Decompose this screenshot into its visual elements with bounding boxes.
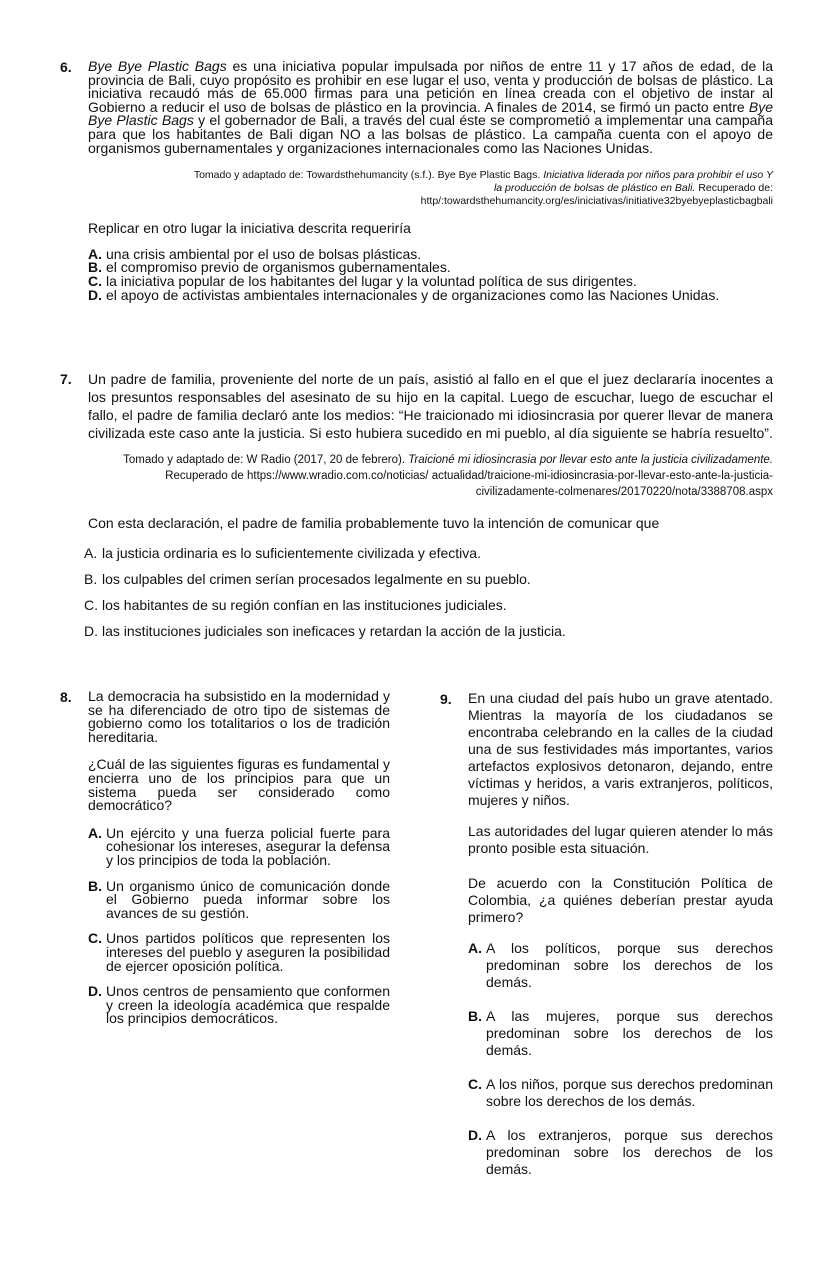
option-letter: C. <box>468 1076 482 1092</box>
option-a[interactable] <box>468 940 773 991</box>
option-text: A los extranjeros, porque sus derechos predominan sobre los derechos de los demás. <box>486 1127 773 1177</box>
question-prompt: Con esta declaración, el padre de familia probablemente tuvo la intención de comunicar que <box>88 515 660 531</box>
question-stem: La democracia ha subsistido en la modernidad y se ha diferenciado de otro tipo de sistemas de gobierno como los totalitarios o los de tradición hereditaria. <box>88 688 390 745</box>
option-letter: D. <box>468 1127 482 1143</box>
option-letter: C. <box>88 930 102 947</box>
question-number: 9. <box>440 691 452 707</box>
option-d[interactable] <box>468 1127 773 1178</box>
option-b[interactable] <box>84 570 773 588</box>
italic-title: Bye Bye Plastic Bags <box>88 98 773 129</box>
citation-title: Iniciativa liderada por niños para prohibir el uso Y la producción de bolsas de plástico en Bali. <box>493 169 773 195</box>
question-6 <box>60 60 773 302</box>
option-text: los culpables del crimen serían procesados legalmente en su pueblo. <box>102 571 531 587</box>
question-7 <box>60 370 773 648</box>
option-letter: C. <box>88 272 102 289</box>
option-c[interactable] <box>84 596 773 614</box>
option-text: Unos centros de pensamiento que conformen y creen la ideología académica que respalde los principios democráticos. <box>106 983 390 1027</box>
question-number: 7. <box>60 371 72 387</box>
stem-text: y el gobernador de Bali, a través del cual éste se comprometió a implementar una campaña para que los habitantes de Bali digan NO a las bolsas de plástico. La campaña cuenta con el apoyo de organismos gubernamentales y organizaciones internacionales como las Naciones Unidas. <box>88 112 773 156</box>
option-text: Unos partidos políticos que representen los intereses del pueblo y aseguren la posibilidad de ejercer oposición política. <box>106 930 390 974</box>
option-c[interactable] <box>88 932 390 973</box>
question-number: 8. <box>60 689 72 705</box>
stem-text: es una iniciativa popular impulsada por niños de entre 11 y 17 años de edad, de la provincia de Bali, cuyo propósito es prohibir en ese lugar el uso, venta y producción de bolsas de plástico. La iniciativa recaudó más de 65.000 firmas para una petición en línea creada con el objetivo de instar al Gobierno a reducir el uso de bolsas de plástico en la provincia. A finales de 2014, se firmó un pacto entre <box>88 58 774 115</box>
option-letter: A. <box>84 545 98 561</box>
option-letter: D. <box>88 286 102 303</box>
question-number: 6. <box>60 59 72 75</box>
options-list <box>468 940 773 1178</box>
question-9 <box>440 690 773 1190</box>
question-stem <box>60 60 773 155</box>
option-c[interactable] <box>468 1076 773 1110</box>
citation-text: Tomado y adaptado de: Towardsthehumancity (s.f.). Bye Bye Plastic Bags. <box>193 169 544 182</box>
option-letter: A. <box>88 824 102 841</box>
citation-text: Tomado y adaptado de: W Radio (2017, 20 de febrero). <box>123 454 409 466</box>
question-prompt: ¿Cuál de las siguientes figuras es fundamental y encierra uno de los principios para que un sistema pueda ser considerado como democrático? <box>88 756 390 814</box>
option-d[interactable] <box>84 622 773 640</box>
option-letter: B. <box>88 877 102 894</box>
citation <box>100 452 773 500</box>
options-list <box>88 824 390 1027</box>
option-text: Un ejército y una fuerza policial fuerte para cohesionar los intereses, asegurar la defensa y los principios de toda la población. <box>106 824 390 868</box>
option-letter: A. <box>468 940 482 956</box>
question-stem: Un padre de familia, proveniente del norte de un país, asistió al fallo en el que el juez declararía inocentes a los presuntos responsables del asesinato de su hijo en la capital. Luego de escuchar, luego de escuchar el fallo, el padre de familia declaró ante los medios: “He traicionado mi idiosincrasia por querer llevar de manera civilizada este caso ante la justicia. Si esto hubiera sucedido en mi pueblo, al día siguiente se habría resuelto”. <box>88 371 773 441</box>
citation-url: Recuperado de https://www.wradio.com.co/noticias/ actualidad/traicione-mi-idiosincrasia-por-llevar-esto-ante-la-justicia-civilizadamente-colmenares/20170220/nota/3388708.aspx <box>165 470 773 498</box>
option-text: una crisis ambiental por el uso de bolsas plásticas. <box>106 245 422 262</box>
option-letter: D. <box>84 623 98 639</box>
option-letter: D. <box>88 983 102 1000</box>
option-letter: C. <box>84 597 98 613</box>
option-letter: B. <box>84 571 98 587</box>
question-prompt: Replicar en otro lugar la iniciativa descrita requeriría <box>88 220 411 237</box>
option-letter: B. <box>88 259 102 276</box>
question-stem: En una ciudad del país hubo un grave atentado. Mientras la mayoría de los ciudadanos se encontraba celebrando en la calles de la ciudad una de sus festividades más importantes, varios artefactos explosivos detonaron, dejando, entre víctimas y heridos, a varis extranjeros, políticos, mujeres y niños. <box>468 690 773 808</box>
option-a[interactable] <box>84 544 773 562</box>
option-text: A las mujeres, porque sus derechos predominan sobre los derechos de los demás. <box>486 1008 773 1058</box>
option-text: el apoyo de activistas ambientales internacionales y de organizaciones como las Naciones Unidas. <box>106 286 720 303</box>
option-letter: B. <box>468 1008 482 1024</box>
question-stem-2: Las autoridades del lugar quieren atender lo más pronto posible esta situación. <box>468 823 773 856</box>
option-text: las instituciones judiciales son ineficaces y retardan la acción de la justicia. <box>102 623 566 639</box>
italic-title: Bye Bye Plastic Bags <box>88 58 227 74</box>
option-b[interactable] <box>468 1008 773 1059</box>
option-d[interactable] <box>88 985 390 1026</box>
options-list <box>84 544 773 640</box>
citation <box>185 169 773 208</box>
option-text: el compromiso previo de organismos gubernamentales. <box>106 259 451 276</box>
option-letter: A. <box>88 245 102 262</box>
option-text: A los niños, porque sus derechos predominan sobre los derechos de los demás. <box>486 1076 773 1109</box>
question-prompt: De acuerdo con la Constitución Política de Colombia, ¿a quiénes deberían prestar ayuda primero? <box>468 875 773 925</box>
option-text: la iniciativa popular de los habitantes del lugar y la voluntad política de sus dirigentes. <box>106 272 637 289</box>
option-d[interactable] <box>88 286 773 303</box>
question-8 <box>60 690 390 1038</box>
option-text: la justicia ordinaria es lo suficientemente civilizada y efectiva. <box>102 545 481 561</box>
citation-title: Traicioné mi idiosincrasia por llevar esto ante la justicia civilizadamente. <box>408 454 773 466</box>
option-text: Un organismo único de comunicación donde el Gobierno pueda informar sobre los avances de su gestión. <box>106 877 390 921</box>
option-text: los habitantes de su región confían en las instituciones judiciales. <box>102 597 507 613</box>
options-list <box>88 245 773 303</box>
option-a[interactable] <box>88 824 390 868</box>
option-b[interactable] <box>88 877 390 921</box>
citation-url: Recuperado de: http/:towardsthehumancity.org/es/iniciativas/initiative32byebyeplasticbagbali <box>420 182 773 208</box>
option-text: A los políticos, porque sus derechos predominan sobre los derechos de los demás. <box>486 940 773 990</box>
